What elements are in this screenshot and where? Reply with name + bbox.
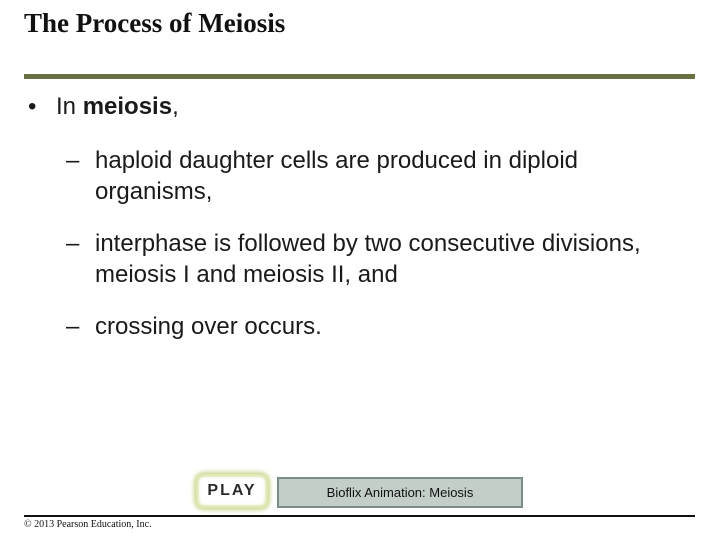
bullet-suffix: , [172, 93, 179, 120]
play-button[interactable]: PLAY [196, 474, 268, 508]
main-bullet [28, 93, 179, 121]
bullet-term: meiosis [82, 93, 173, 120]
bullet-marker: • [28, 93, 37, 120]
sub-bullet-1 [66, 145, 655, 207]
slide-title: The Process of Meiosis [24, 8, 286, 38]
copyright-notice: © 2013 Pearson Education, Inc. [24, 519, 152, 530]
sub-bullet-text: interphase is followed by two consecutive divisions, meiosis I and meiosis II, and [95, 230, 641, 288]
sub-bullet-dash: – [66, 230, 80, 257]
title-divider [24, 74, 695, 79]
bullet-prefix: In [56, 93, 83, 120]
footer-divider [24, 515, 695, 517]
sub-bullet-dash: – [66, 147, 80, 174]
sub-bullet-3 [66, 311, 655, 342]
sub-bullet-dash: – [66, 313, 80, 340]
sub-bullet-text: haploid daughter cells are produced in diploid organisms, [95, 147, 578, 205]
sub-bullet-2 [66, 228, 655, 290]
sub-bullet-text: crossing over occurs. [95, 313, 322, 340]
animation-link-button[interactable]: Bioflix Animation: Meiosis [277, 477, 523, 508]
